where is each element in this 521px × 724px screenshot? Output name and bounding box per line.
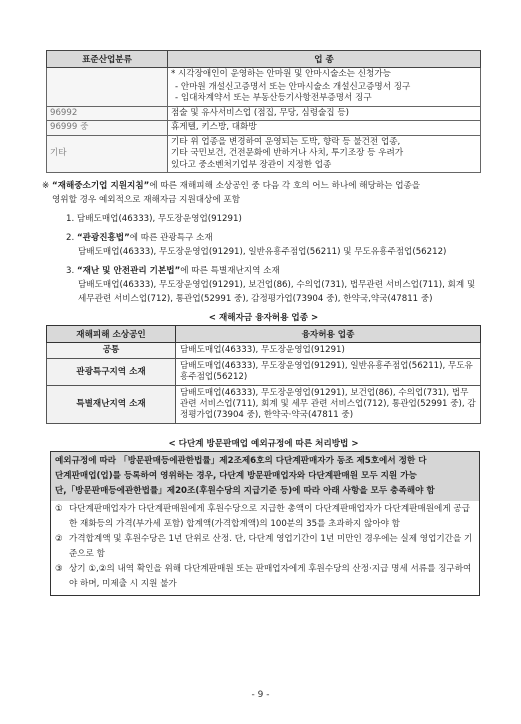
note-item-number: 2.: [66, 233, 77, 243]
body-line: 기타 위 업종을 변경하여 운영되는 도박, 향락 등 불건전 업종,: [171, 136, 401, 147]
industry-table: [46, 50, 481, 173]
body-line: 휴게텔, 키스방, 대화방: [171, 122, 257, 132]
page-number: - 9 -: [251, 690, 270, 700]
business-cell: [168, 106, 481, 121]
table-row: [47, 343, 481, 359]
note-item-head: 1. 담배도매업(46333), 무도장운영업(91291): [66, 214, 242, 224]
condition-text: 상기 ①,②의 내역 확인을 위해 다단계판매원 또는 판매업자에게 후원수당의 산정·지급 명세 서류를 징구하여야 하며, 미제출 시 지원 불가: [69, 564, 472, 589]
relief-table: [46, 325, 481, 424]
category-cell: 공통: [47, 343, 176, 359]
relief-table-caption: < 재해자금 융자허용 업종 >: [208, 313, 319, 323]
note-item-2: [52, 231, 482, 259]
table-row: [47, 359, 481, 386]
condition-number: ②: [55, 534, 63, 544]
business-cell: [168, 121, 481, 136]
summary-line: 예외규정에 따라 「방문판매등에관한법률」제2조제6호의 다단계판매자가 동조 제5호에서 정한 다: [55, 456, 427, 466]
body-line: - 안마원 개설신고증명서 또는 안마시술소 개설신고증명서 징구: [175, 81, 411, 92]
header-industry-code: 표준산업분류: [47, 51, 168, 68]
condition-item: [55, 562, 475, 592]
exception-box: [50, 451, 480, 596]
exception-conditions: [51, 501, 479, 595]
header-allowed-business: 융자허용 업종: [176, 326, 481, 343]
note-intro: [52, 179, 482, 193]
note-item-detail: 담배도매업(46333), 무도장운영업(91291), 일반유흥주점업(56211) 및 무도유흥주점업(56212): [78, 247, 447, 257]
note-item-head: [66, 231, 482, 245]
business-cell: [168, 135, 481, 173]
table-row: [47, 135, 481, 173]
note-item-detail: 담배도매업(46333), 무도장운영업(91291), 보건업(86), 수의업(731), 법무관련 서비스업(711), 회계 및 세무관련 서비스업(712), 통관업(52991 중), 감정평가업(73904 중), 한약국,약국(47811 중): [78, 280, 476, 304]
business-cell: [168, 68, 481, 107]
category-cell: 특별재난지역 소재: [47, 386, 176, 424]
relief-table-header: [47, 326, 481, 343]
allowed-business-cell: 담배도매업(46333), 무도장운영업(91291), 일반유흥주점업(56211), 무도유흥주점업(56212): [176, 359, 481, 386]
note-item-tail: 에 따른 관광특구 소재: [129, 233, 213, 243]
body-line: 있다고 중소벤처기업부 장관이 지정한 업종: [171, 159, 332, 170]
note-item-head: [66, 264, 482, 278]
note-item-tail: 에 따른 특별재난지역 소재: [180, 266, 280, 276]
condition-text: 다단계판매업자가 다단계판매원에게 후원수당으로 지급한 총액이 다단계판매업자가 다단계판매원에게 공급한 재화등의 가격(부가세 포함) 합계액(가격합계액)의 100분의 35를 초과하지 않아야 함: [69, 504, 470, 529]
condition-item: [55, 532, 475, 562]
industry-table-header: [47, 51, 481, 68]
note-item-number: 3.: [66, 266, 77, 276]
condition-number: ③: [55, 564, 63, 574]
category-cell: 관광특구지역 소재: [47, 359, 176, 386]
body-line: - 임대차계약서 또는 부동산등기사항전부증명서 징구: [175, 93, 372, 103]
allowed-business-cell: 담배도매업(46333), 무도장운영업(91291), 보건업(86), 수의업(731), 법무 관련 서비스업(711), 회계 및 세무 관련 서비스업(712), 통관업(52991 중), 감정평가업(73904 중), 한약국·약국(47811 중): [176, 386, 481, 424]
summary-line: 단,「방문판매등에관한법률」제20조(후원수당의 지급기준 등)에 따라 아래 사항을 모두 충족해야 함: [55, 486, 435, 496]
note-intro-line2: 영위할 경우 예외적으로 재해자금 지원대상에 포함: [52, 195, 240, 205]
note-section: [42, 179, 482, 306]
law-name: “재난 및 안전관리 기본법”: [76, 266, 181, 276]
guideline-title: “재해중소기업 지원지침”: [52, 181, 150, 191]
condition-number: ①: [55, 504, 63, 514]
table-row: [47, 121, 481, 136]
code-cell-empty: [47, 68, 168, 107]
body-line: 점술 및 유사서비스업 (점집, 무당, 심령술집 등): [171, 107, 349, 118]
body-line: 기타 국민보건, 건전문화에 반하거나 사치, 투기조장 등 우려가: [171, 148, 404, 158]
law-name: “관광진흥법”: [76, 233, 130, 243]
header-category: 재해피해 소상공인: [47, 326, 176, 343]
code-cell: 96999 중: [47, 121, 168, 136]
note-item-3: [52, 264, 482, 306]
allowed-business-cell: 담배도매업(46333), 무도장운영업(91291): [176, 343, 481, 359]
code-cell: 기타: [47, 135, 168, 173]
exception-caption: < 다단계 방문판매업 예외규정에 따른 처리방법 >: [168, 439, 359, 449]
condition-text: 가격합계액 및 후원수당은 1년 단위로 산정. 단, 다단계 영업기간이 1년 미만인 경우에는 실제 영업기간을 기준으로 함: [69, 534, 473, 559]
body-line: * 시각장애인이 운영하는 안마원 및 안마시술소는 신청가능: [171, 69, 391, 79]
code-cell: 96992: [47, 106, 168, 121]
note-intro-text: 에 따른 재해피해 소상공인 중 다음 각 호의 어느 하나에 해당하는 업종을: [149, 181, 421, 191]
condition-item: [55, 502, 475, 532]
exception-summary: [51, 452, 479, 501]
table-row: [47, 106, 481, 121]
table-row: [47, 68, 481, 107]
table-row: [47, 386, 481, 424]
note-item-1: [52, 212, 482, 226]
summary-line: 단계판매업(업)를 등록하여 영위하는 경우, 다단계 방문판매업자와 다단계판매원 모두 지원 가능: [55, 471, 417, 481]
reference-mark: ※: [42, 181, 50, 191]
header-business-type: 업 종: [168, 51, 481, 68]
